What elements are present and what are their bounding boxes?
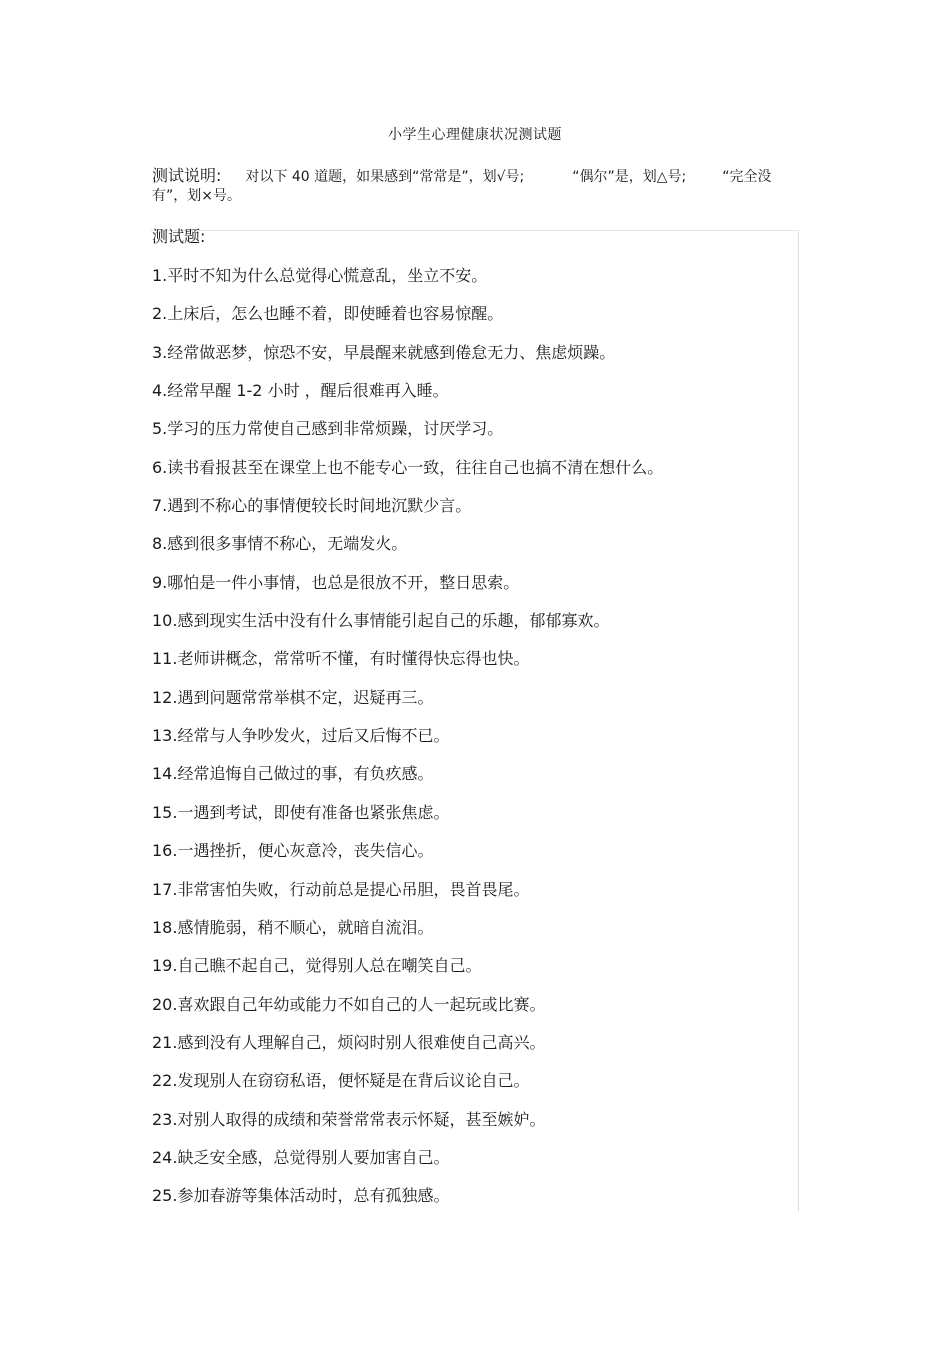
question-item: 9.哪怕是一件小事情，也总是很放不开，整日思索。 (152, 572, 520, 592)
question-item: 25.参加春游等集体活动时，总有孤独感。 (152, 1186, 450, 1206)
instructions-sometimes: “偶尔”是，划△号; (572, 169, 687, 185)
question-item: 4.经常早醒 1-2 小时 ，醒后很难再入睡。 (152, 381, 449, 401)
question-item: 5.学习的压力常使自己感到非常烦躁，讨厌学习。 (152, 419, 504, 439)
question-item: 23.对别人取得的成绩和荣誉常常表示怀疑，甚至嫉妒。 (152, 1109, 546, 1129)
question-item: 20.喜欢跟自己年幼或能力不如自己的人一起玩或比赛。 (152, 994, 546, 1014)
question-item: 3.经常做恶梦，惊恐不安，早晨醒来就感到倦怠无力、焦虑烦躁。 (152, 342, 616, 362)
question-item: 24.缺乏安全感，总觉得别人要加害自己。 (152, 1147, 450, 1167)
question-list (152, 266, 663, 1225)
question-item: 11.老师讲概念，常常听不懂，有时懂得快忘得也快。 (152, 649, 530, 669)
question-item: 22.发现别人在窃窃私语，便怀疑是在背后议论自己。 (152, 1071, 530, 1091)
document-title: 小学生心理健康状况测试题 (388, 127, 562, 143)
question-item: 12.遇到问题常常举棋不定，迟疑再三。 (152, 687, 434, 707)
instructions-often: 对以下 40 道题，如果感到“常常是”，划√号; (245, 169, 525, 185)
question-item: 2.上床后，怎么也睡不着，即使睡着也容易惊醒。 (152, 304, 504, 324)
section-heading: 测试题: (152, 227, 206, 246)
question-item: 21.感到没有人理解自己，烦闷时别人很难使自己高兴。 (152, 1032, 546, 1052)
question-item: 17.非常害怕失败，行动前总是提心吊胆，畏首畏尾。 (152, 879, 530, 899)
question-item: 16.一遇挫折，便心灰意冷，丧失信心。 (152, 841, 434, 861)
question-item: 13.经常与人争吵发火，过后又后悔不已。 (152, 726, 450, 746)
question-item: 6.读书看报甚至在课堂上也不能专心一致，往往自己也搞不清在想什么。 (152, 457, 664, 477)
question-item: 18.感情脆弱，稍不顺心，就暗自流泪。 (152, 917, 434, 937)
question-item: 10.感到现实生活中没有什么事情能引起自己的乐趣，郁郁寡欢。 (152, 611, 610, 631)
instructions-never: “完全没有”，划×号。 (152, 169, 772, 204)
question-item: 8.感到很多事情不称心，无端发火。 (152, 534, 408, 554)
test-instructions (152, 166, 798, 206)
question-item: 19.自己瞧不起自己，觉得别人总在嘲笑自己。 (152, 956, 482, 976)
instructions-label: 测试说明: (152, 166, 222, 185)
question-item: 7.遇到不称心的事情便较长时间地沉默少言。 (152, 496, 472, 516)
question-item: 1.平时不知为什么总觉得心慌意乱，坐立不安。 (152, 266, 488, 285)
question-item: 15.一遇到考试，即使有准备也紧张焦虑。 (152, 802, 450, 822)
question-item: 14.经常追悔自己做过的事，有负疚感。 (152, 764, 434, 784)
